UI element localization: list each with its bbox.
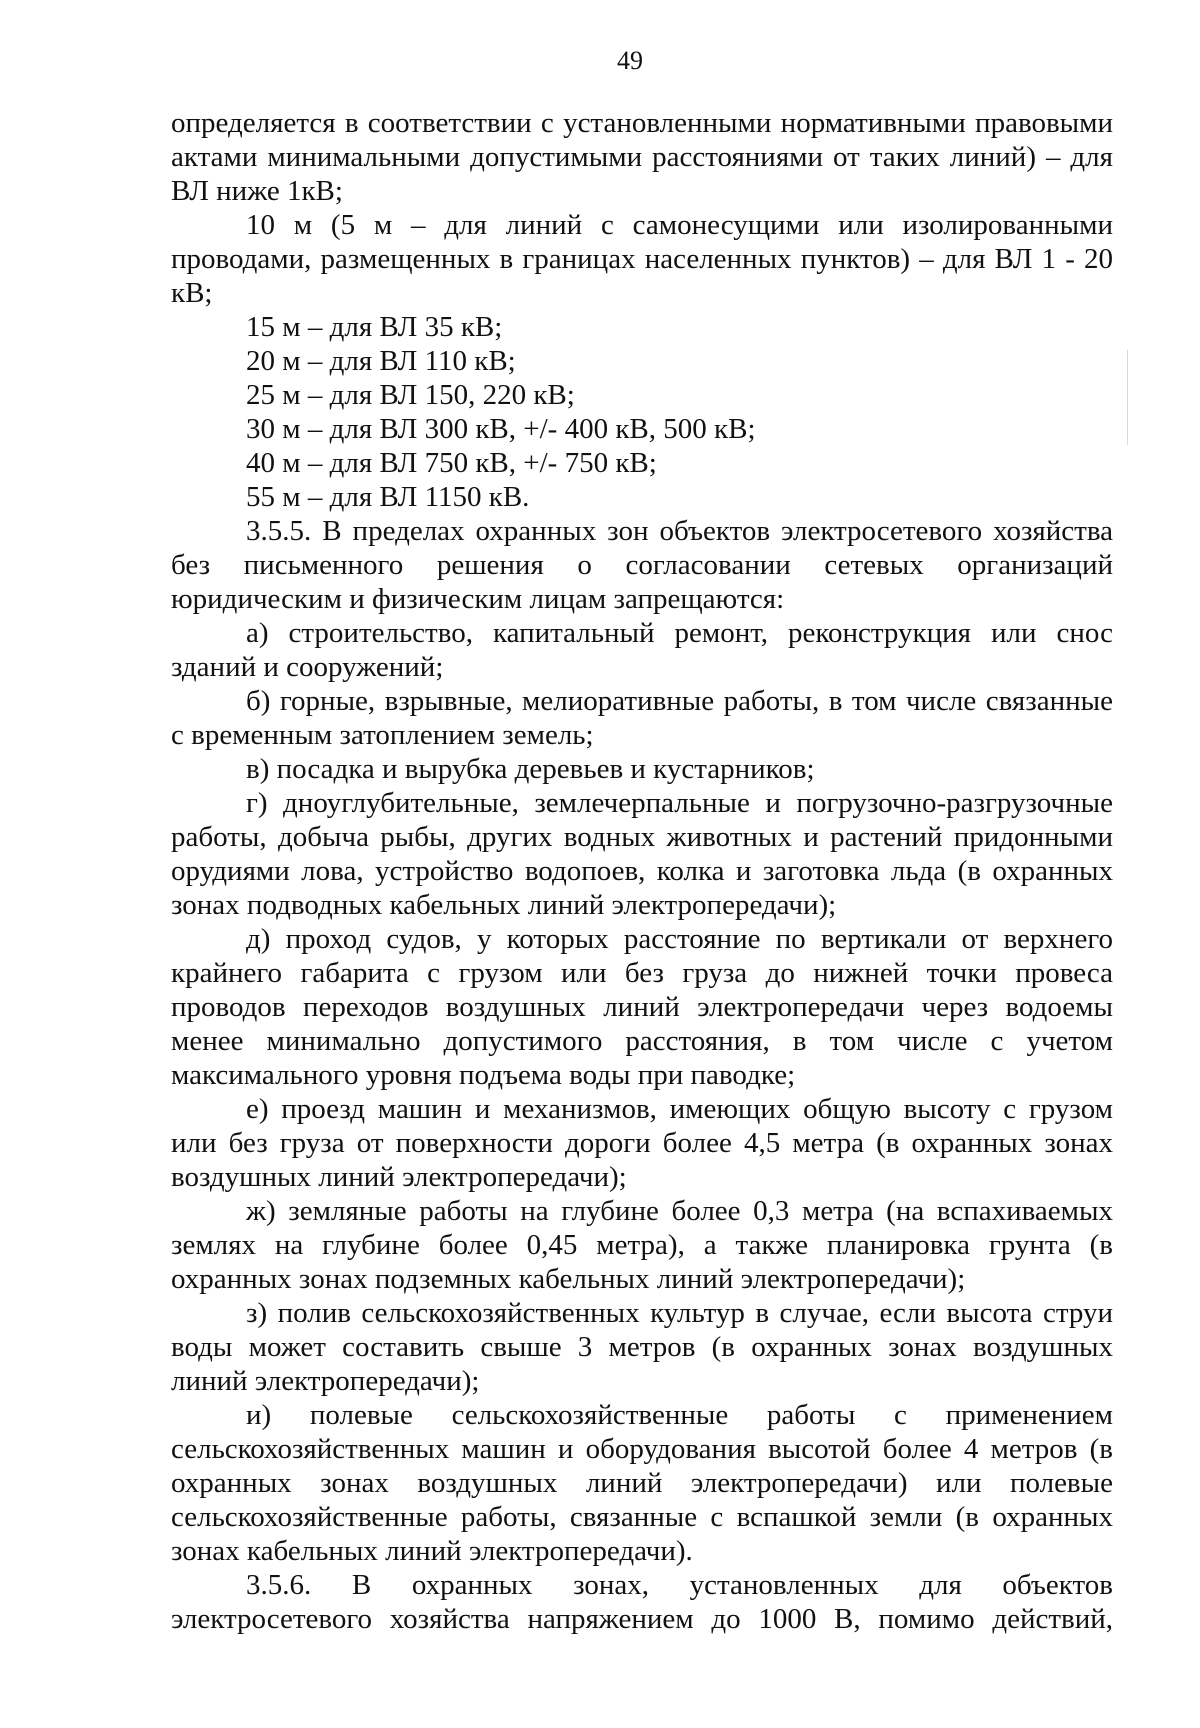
section-3-5-6: 3.5.6. В охранных зонах, установленных для объектов электросетевого хозяйства напряжением до 1000 В, помимо действий, xyxy=(171,1569,1113,1635)
item-d: д) проход судов, у которых расстояние по вертикали от верхнего крайнего габарита с грузом или без груза до нижней точки провеса проводов переходов воздушных линий электропередачи через водоемы менее минимально допустимого расстояния, в том числе с учетом максимального уровня подъема воды при паводке; xyxy=(171,923,1113,1091)
scan-artifact-line xyxy=(1127,350,1128,445)
distance-item-40m: 40 м – для ВЛ 750 кВ, +/- 750 кВ; xyxy=(246,447,657,479)
page-number: 49 xyxy=(617,46,643,75)
section-3-5-5: 3.5.5. В пределах охранных зон объектов электросетевого хозяйства без письменного решения о согласовании сетевых организаций юридическим и физическим лицам запрещаются: xyxy=(171,515,1113,615)
distance-item-25m: 25 м – для ВЛ 150, 220 кВ; xyxy=(246,379,575,411)
paragraph-continuation: определяется в соответствии с установленными нормативными правовыми актами минимальными допустимыми расстояниями от таких линий) – для ВЛ ниже 1кВ; xyxy=(171,107,1113,207)
item-g: г) дноуглубительные, землечерпальные и погрузочно-разгрузочные работы, добыча рыбы, других водных животных и растений придонными орудиями лова, устройство водопоев, колка и заготовка льда (в охранных зонах подводных кабельных линий электропередачи); xyxy=(171,787,1113,921)
item-e: е) проезд машин и механизмов, имеющих общую высоту с грузом или без груза от поверхности дороги более 4,5 метра (в охранных зонах воздушных линий электропередачи); xyxy=(171,1093,1113,1193)
distance-item-20m: 20 м – для ВЛ 110 кВ; xyxy=(246,345,516,377)
item-i: и) полевые сельскохозяйственные работы с применением сельскохозяйственных машин и оборудования высотой более 4 метров (в охранных зонах воздушных линий электропередачи) или полевые сельскохозяйственные работы, связанные с вспашкой земли (в охранных зонах кабельных линий электропередачи). xyxy=(171,1399,1113,1567)
distance-item-15m: 15 м – для ВЛ 35 кВ; xyxy=(246,311,503,343)
distance-item-30m: 30 м – для ВЛ 300 кВ, +/- 400 кВ, 500 кВ; xyxy=(246,413,756,445)
item-a: а) строительство, капитальный ремонт, реконструкция или снос зданий и сооружений; xyxy=(171,617,1113,683)
paragraph-10m: 10 м (5 м – для линий с самонесущими или изолированными проводами, размещенных в границах населенных пунктов) – для ВЛ 1 - 20 кВ; xyxy=(171,209,1113,309)
document-body xyxy=(171,106,1113,1636)
item-zh: ж) земляные работы на глубине более 0,3 метра (на вспахиваемых землях на глубине более 0,45 метра), а также планировка грунта (в охранных зонах подземных кабельных линий электропередачи); xyxy=(171,1195,1113,1295)
item-z: з) полив сельскохозяйственных культур в случае, если высота струи воды может составить свыше 3 метров (в охранных зонах воздушных линий электропередачи); xyxy=(171,1297,1113,1397)
item-b: б) горные, взрывные, мелиоративные работы, в том числе связанные с временным затоплением земель; xyxy=(171,685,1113,751)
item-v: в) посадка и вырубка деревьев и кустарников; xyxy=(246,753,815,785)
distance-item-55m: 55 м – для ВЛ 1150 кВ. xyxy=(246,481,530,513)
